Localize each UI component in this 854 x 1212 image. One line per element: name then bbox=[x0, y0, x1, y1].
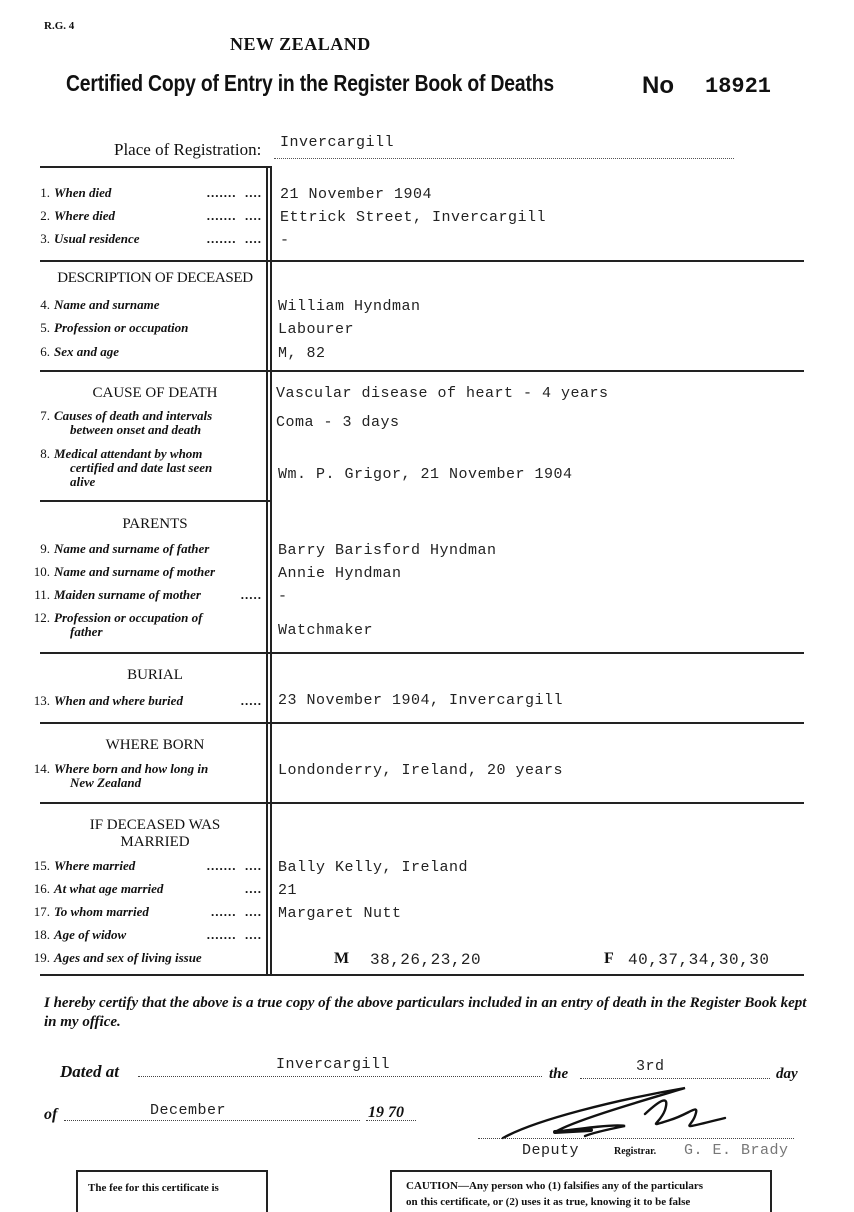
field-label-causes: 7. Causes of death and intervals between onset and death bbox=[40, 408, 213, 437]
issue-male-ages: 38,26,23,20 bbox=[370, 951, 482, 969]
section-heading-burial: BURIAL bbox=[127, 667, 183, 683]
field-value-maiden-surname: - bbox=[278, 588, 288, 605]
country-heading: NEW ZEALAND bbox=[230, 34, 371, 54]
field-value-where-died: Ettrick Street, Invercargill bbox=[280, 209, 547, 226]
field-value-age-married: 21 bbox=[278, 882, 298, 899]
fee-box bbox=[76, 1170, 268, 1212]
field-label-medical-attendant: 8. Medical attendant by whom certified and date last seen alive bbox=[40, 446, 213, 489]
issue-female-label: F bbox=[604, 950, 614, 967]
field-label-living-issue: 19. Ages and sex of living issue bbox=[33, 950, 202, 965]
section-rule bbox=[40, 802, 804, 804]
dated-year: 19 70 bbox=[368, 1104, 404, 1121]
dated-at-dotline bbox=[138, 1076, 542, 1077]
certificate-number: 18921 bbox=[705, 74, 772, 99]
field-label-mother: 10. Name and surname of mother bbox=[33, 564, 216, 579]
issue-male-label: M bbox=[334, 950, 350, 967]
registrar-name: G. E. Brady bbox=[684, 1142, 789, 1159]
table-top-rule bbox=[40, 166, 270, 168]
caution-line1: CAUTION—Any person who (1) falsifies any of the particulars bbox=[406, 1180, 703, 1192]
section-heading-born: WHERE BORN bbox=[105, 737, 205, 753]
field-value-sex-age: M, 82 bbox=[278, 345, 326, 362]
column-divider-right bbox=[270, 166, 272, 974]
deputy-text: Deputy bbox=[522, 1142, 580, 1159]
field-value-where-married: Bally Kelly, Ireland bbox=[278, 859, 469, 876]
field-label-where-died: 2. Where died ....... .... bbox=[40, 208, 262, 223]
field-label-name: 4. Name and surname bbox=[40, 297, 160, 312]
fee-text: The fee for this certificate is bbox=[88, 1182, 219, 1194]
field-value-cause-line2: Coma - 3 days bbox=[276, 414, 400, 431]
field-label-where-married: 15. Where married ....... .... bbox=[33, 858, 262, 873]
field-label-profession: 5. Profession or occupation bbox=[40, 320, 189, 335]
field-value-medical-attendant: Wm. P. Grigor, 21 November 1904 bbox=[278, 466, 573, 483]
field-label-father-occupation: 12. Profession or occupation of father bbox=[33, 610, 203, 639]
section-rule bbox=[40, 652, 804, 654]
section-heading-married: IF DECEASED WAS MARRIED bbox=[89, 817, 221, 850]
field-label-sex-age: 6. Sex and age bbox=[40, 344, 119, 359]
column-divider-left bbox=[266, 166, 268, 974]
dated-place: Invercargill bbox=[276, 1056, 391, 1073]
caution-box bbox=[390, 1170, 772, 1212]
section-heading-cause: CAUSE OF DEATH bbox=[92, 385, 218, 401]
issue-female-ages: 40,37,34,30,30 bbox=[628, 951, 770, 969]
document-title: Certified Copy of Entry in the Register Book of Deaths bbox=[66, 70, 554, 96]
section-heading-description: DESCRIPTION OF DECEASED bbox=[57, 270, 253, 286]
section-rule bbox=[40, 722, 804, 724]
section-rule bbox=[40, 260, 804, 262]
section-heading-parents: PARENTS bbox=[122, 516, 188, 532]
field-label-father: 9. Name and surname of father bbox=[40, 541, 210, 556]
month-dotline bbox=[64, 1120, 360, 1121]
dated-at-label: Dated at bbox=[60, 1062, 120, 1081]
caution-line2: on this certificate, or (2) uses it as true, knowing it to be false bbox=[406, 1196, 691, 1208]
table-bottom-rule bbox=[40, 974, 804, 976]
field-value-father: Barry Barisford Hyndman bbox=[278, 542, 497, 559]
signature-dotline bbox=[478, 1138, 794, 1139]
place-of-registration-value: Invercargill bbox=[280, 134, 395, 151]
form-code: R.G. 4 bbox=[44, 20, 75, 32]
field-label-age-married: 16. At what age married .... bbox=[33, 881, 262, 896]
field-label-when-died: 1. When died ....... .... bbox=[40, 185, 262, 200]
certification-statement: I hereby certify that the above is a true copy of the above particulars included in an entry of death in the Register Book kept in my office. bbox=[44, 995, 807, 1030]
day-label: day bbox=[776, 1066, 798, 1082]
dated-month: December bbox=[150, 1102, 227, 1119]
field-value-cause-line1: Vascular disease of heart - 4 years bbox=[276, 385, 609, 402]
place-of-registration-label: Place of Registration: bbox=[114, 140, 262, 159]
field-label-born: 14. Where born and how long in New Zealand bbox=[33, 761, 209, 790]
registrar-label: Registrar. bbox=[614, 1146, 657, 1157]
field-value-father-occupation: Watchmaker bbox=[278, 622, 374, 639]
section-rule bbox=[40, 370, 804, 372]
registrar-signature bbox=[495, 1080, 755, 1150]
field-value-mother: Annie Hyndman bbox=[278, 565, 402, 582]
dated-day: 3rd bbox=[636, 1058, 665, 1075]
field-value-born: Londonderry, Ireland, 20 years bbox=[278, 762, 564, 779]
number-label: No bbox=[642, 72, 674, 99]
field-value-profession: Labourer bbox=[278, 321, 355, 338]
field-value-buried: 23 November 1904, Invercargill bbox=[278, 692, 564, 709]
field-value-to-whom-married: Margaret Nutt bbox=[278, 905, 402, 922]
field-label-usual-residence: 3. Usual residence ....... .... bbox=[40, 231, 262, 246]
field-label-buried: 13. When and where buried ..... bbox=[33, 693, 262, 708]
day-dotline bbox=[580, 1078, 770, 1079]
place-of-registration-dotline bbox=[274, 158, 734, 159]
field-label-to-whom-married: 17. To whom married ...... .... bbox=[33, 904, 262, 919]
of-label: of bbox=[44, 1106, 58, 1123]
the-label: the bbox=[549, 1066, 569, 1082]
field-label-age-of-widow: 18. Age of widow ....... .... bbox=[33, 927, 262, 942]
field-value-usual-residence: - bbox=[280, 232, 290, 249]
field-value-name: William Hyndman bbox=[278, 298, 421, 315]
field-label-maiden-surname: 11. Maiden surname of mother ..... bbox=[34, 587, 262, 602]
field-value-when-died: 21 November 1904 bbox=[280, 186, 433, 203]
section-rule bbox=[40, 500, 270, 502]
